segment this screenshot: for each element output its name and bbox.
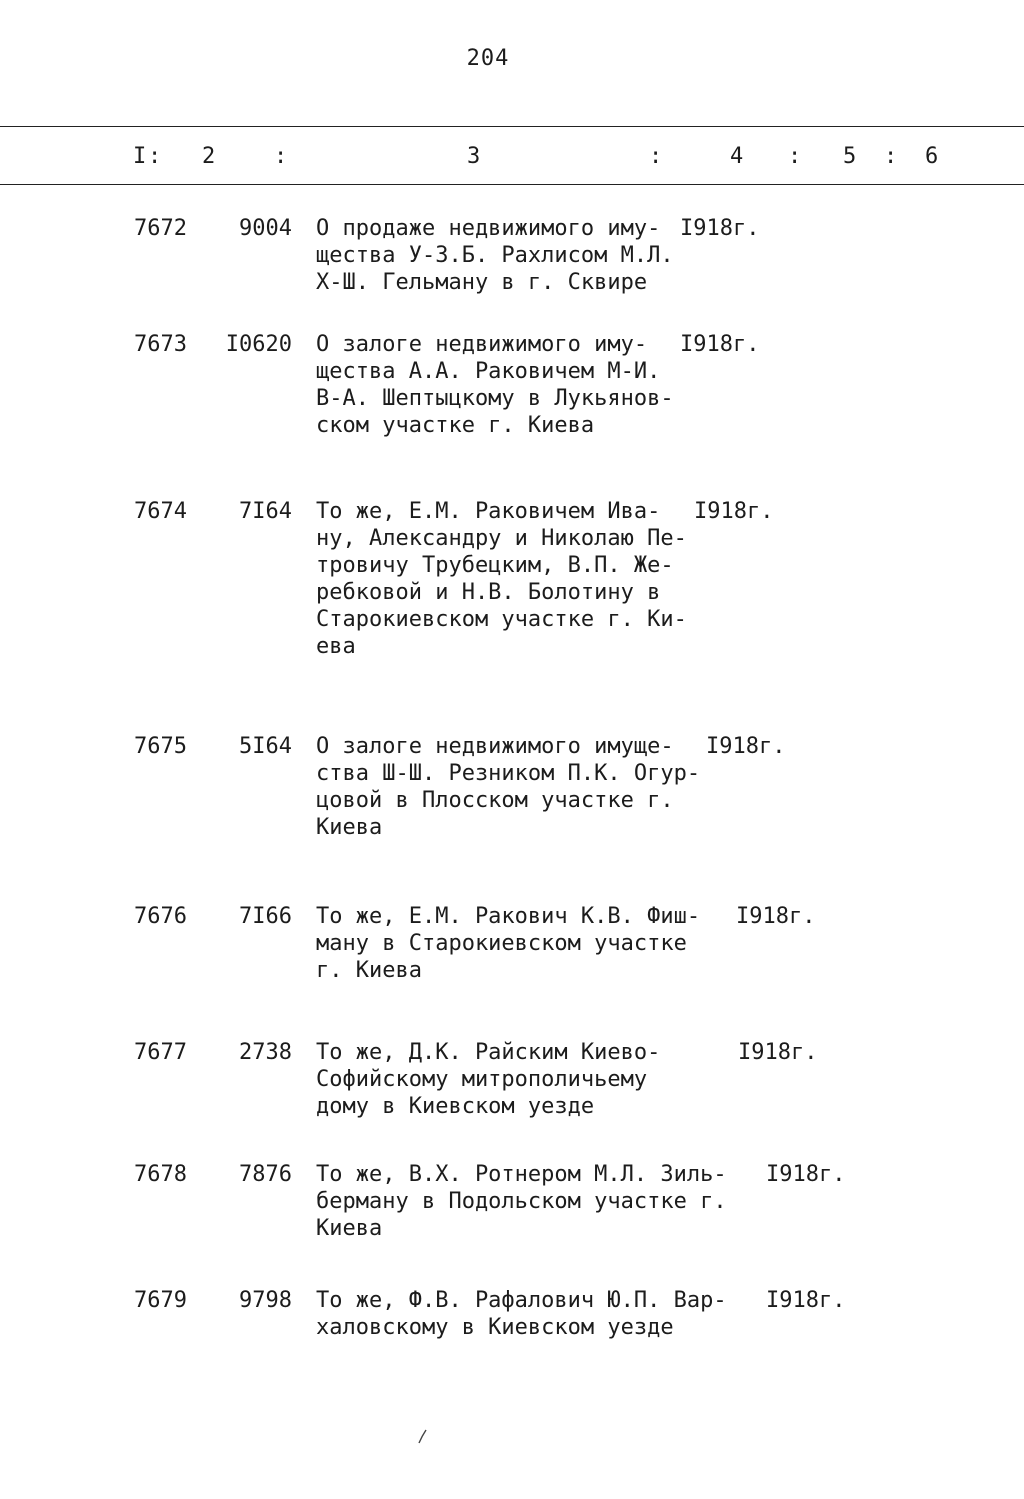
description-line: Старокиевском участке г. Ки- [316,607,687,632]
description-line: То же, Ф.В. Рафалович Ю.П. Вар- [316,1288,727,1313]
header-col6: 6 [925,144,939,169]
description-line: То же, Е.М. Раковичем Ива- [316,499,661,524]
description-line: ну, Александру и Николаю Пе- [316,526,687,551]
column-header [0,144,1024,174]
entry-date: I918г. [738,1040,818,1065]
entry-number: 7673 [134,332,187,357]
description-line: Х-Ш. Гельману в г. Сквире [316,270,648,295]
entry-date: I918г. [736,904,816,929]
entry-description [316,1164,756,1245]
header-col5: 5 [843,144,857,169]
entry-code: 7876 [239,1162,292,1187]
entry-date: I918г. [694,499,774,524]
description-line: О залоге недвижимого имуще- [316,734,674,759]
entry-date: I918г. [766,1162,846,1187]
header-col1: I [133,144,147,169]
entry-date: I918г. [706,734,786,759]
scan-mark [416,1428,430,1446]
description-line: дому в Киевском уезде [316,1094,595,1119]
description-line: ском участке г. Киева [316,413,595,438]
header-col2: 2 [202,144,216,169]
description-line: ства Ш-Ш. Резником П.К. Огур- [316,761,701,786]
description-line: халовскому в Киевском уезде [316,1315,674,1340]
entry-code: 9004 [239,216,292,241]
entry-number: 7678 [134,1162,187,1187]
description-line: То же, Е.М. Ракович К.В. Фиш- [316,904,701,929]
header-sep: : [884,144,898,169]
description-line: Киева [316,1216,383,1241]
description-line: То же, В.Х. Ротнером М.Л. Зиль- [316,1162,727,1187]
entry-description [316,501,756,663]
entry-number: 7674 [134,499,187,524]
entry-code: 7I64 [239,499,292,524]
description-line: г. Киева [316,958,422,983]
entry-date: I918г. [680,216,760,241]
header-top-rule [0,126,1024,127]
description-line: То же, Д.К. Райским Киево- [316,1040,661,1065]
entry-description [316,1290,756,1344]
description-line: берману в Подольском участке г. [316,1189,727,1214]
description-line: О продаже недвижимого иму- [316,216,661,241]
header-col4: 4 [730,144,744,169]
header-sep: : [649,144,663,169]
entry-date: I918г. [766,1288,846,1313]
header-sep: : [788,144,802,169]
header-sep: : [148,144,162,169]
entry-description [316,1042,756,1123]
header-col3: 3 [467,144,481,169]
entry-description [316,736,756,844]
header-sep: : [274,144,288,169]
entry-code: 7I66 [239,904,292,929]
entry-number: 7677 [134,1040,187,1065]
page-number: 204 [466,46,510,71]
description-line: О залоге недвижимого иму- [316,332,648,357]
description-line: Киева [316,815,383,840]
entry-number: 7675 [134,734,187,759]
description-line: ребковой и Н.В. Болотину в [316,580,661,605]
description-line: ману в Старокиевском участке [316,931,687,956]
entry-number: 7676 [134,904,187,929]
description-line: щества У-З.Б. Рахлисом М.Л. [316,243,674,268]
entry-code: I0620 [225,332,292,357]
description-line: ева [316,634,356,659]
entry-code: 9798 [239,1288,292,1313]
entry-code: 2738 [239,1040,292,1065]
description-line: цовой в Плосском участке г. [316,788,674,813]
entry-number: 7672 [134,216,187,241]
entry-code: 5I64 [239,734,292,759]
entry-description [316,906,756,987]
description-line: тровичу Трубецким, В.П. Же- [316,553,674,578]
description-line: Софийскому митрополичьему [316,1067,648,1092]
description-line: В-А. Шептыцкому в Лукьянов- [316,386,674,411]
description-line: щества А.А. Раковичем М-И. [316,359,661,384]
entry-date: I918г. [680,332,760,357]
entry-number: 7679 [134,1288,187,1313]
header-bottom-rule [0,184,1024,185]
